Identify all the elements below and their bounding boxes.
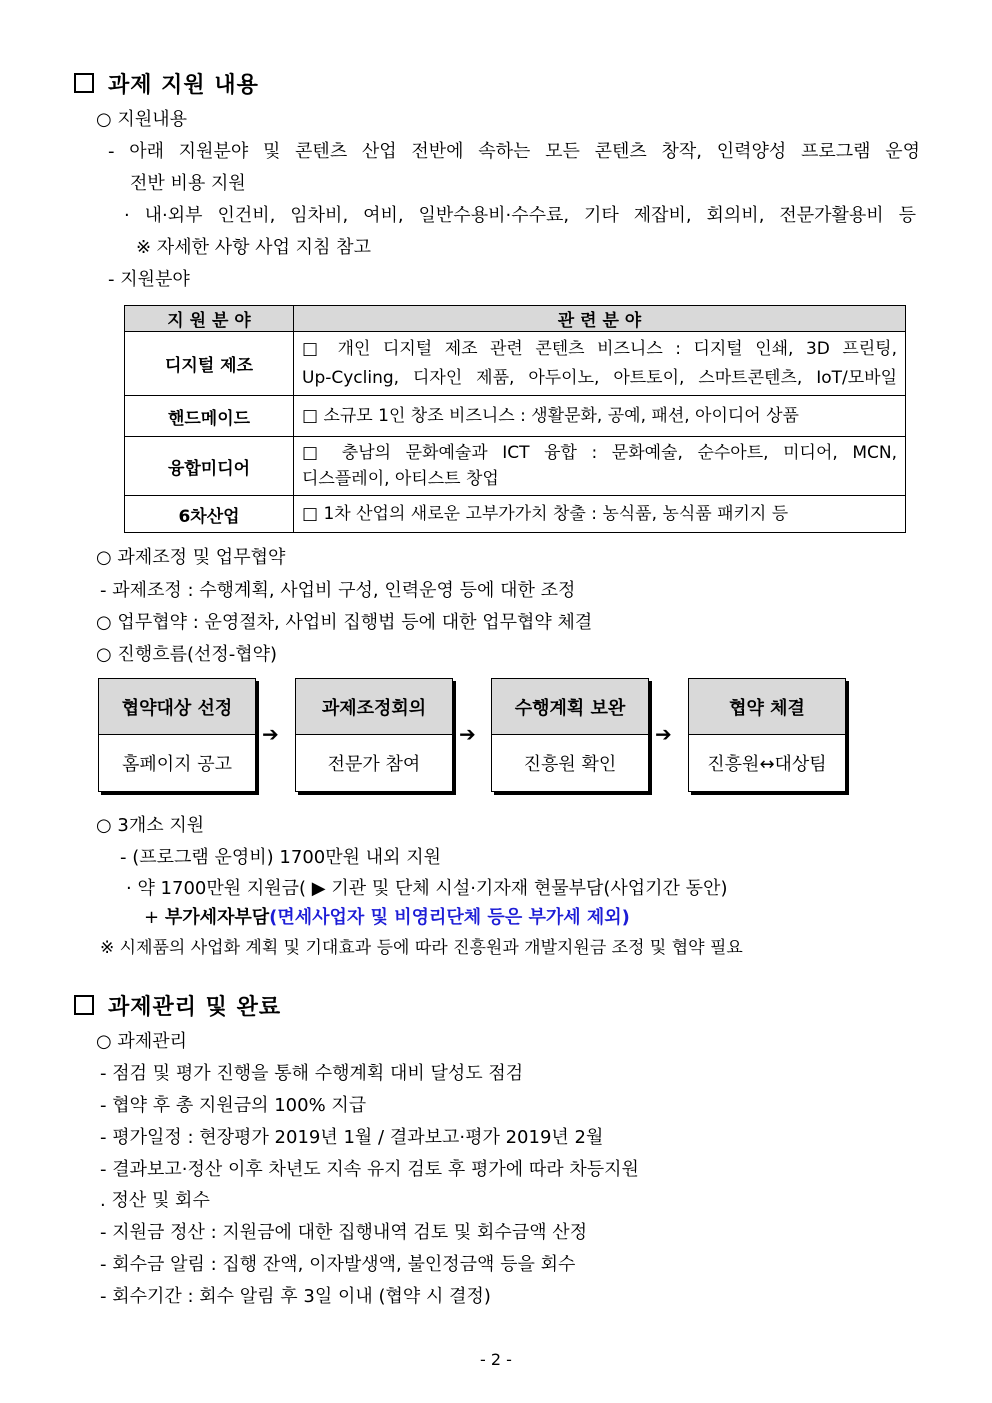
- program-cost: - (프로그램 운영비) 1700만원 내외 지원: [120, 847, 441, 868]
- related-line: 디스플레이, 아티스트 창업: [302, 469, 499, 489]
- list-item: - 평가일정 : 현장평가 2019년 1월 / 결과보고·평가 2019년 2월: [100, 1127, 604, 1148]
- related-line: □ 소규모 1인 창조 비즈니스 : 생활문화, 공예, 패션, 아이디어 상품: [302, 405, 799, 426]
- note-guidelines: ※ 자세한 사항 사업 지침 참고: [136, 237, 371, 258]
- section-title-support: 과제 지원 내용: [74, 68, 259, 99]
- support-content-line1: - 아래 지원분야 및 콘텐츠 산업 전반에 속하는 모든 콘텐츠 창작, 인력양성 프로그램 운영: [108, 141, 920, 162]
- related-line: □ 1차 산업의 새로운 고부가가치 창출 : 농식품, 농식품 패키지 등: [302, 503, 789, 524]
- list-item: - 협약 후 총 지원금의 100% 지급: [100, 1095, 367, 1116]
- support-field-table: [124, 305, 906, 533]
- list-item: - 회수금 알림 : 집행 잔액, 이자발생액, 불인정금액 등을 회수: [100, 1254, 576, 1275]
- field-fusion-media: 융합미디어: [125, 437, 294, 496]
- list-item: - 결과보고·정산 이후 차년도 지속 유지 검토 후 평가에 따라 차등지원: [100, 1159, 639, 1180]
- table-row: [125, 496, 906, 533]
- list-item: - 회수기간 : 회수 알림 후 3일 이내 (협약 시 결정): [100, 1286, 491, 1307]
- checkbox-square-icon: [74, 73, 94, 93]
- note-adjust: ※ 시제품의 사업화 계획 및 기대효과 등에 따라 진흥원과 개발지원금 조정 및 협약 필요: [100, 938, 743, 958]
- support-content-line2: 전반 비용 지원: [130, 173, 246, 194]
- flow-heading: ○ 진행흐름(선정-협약): [96, 644, 278, 665]
- header-field: 지 원 분 야: [125, 306, 294, 332]
- support3-heading: ○ 3개소 지원: [96, 815, 205, 836]
- table-row: [125, 437, 906, 496]
- vat-blue-note: (면세사업자 및 비영리단체 등은 부가세 제외): [269, 907, 630, 928]
- list-item: - 지원금 정산 : 지원금에 대한 집행내역 검토 및 회수금액 산정: [100, 1222, 588, 1243]
- arrow-right-icon: ➔: [262, 722, 279, 746]
- vat-line: + 부가세자부담(면세사업자 및 비영리단체 등은 부가세 제외): [144, 907, 630, 928]
- table-header-row: [125, 306, 906, 332]
- settle-heading: . 정산 및 회수: [100, 1190, 210, 1211]
- field-digital-manufacturing: 디지털 제조: [125, 332, 294, 396]
- coordination-heading: ○ 과제조정 및 업무협약: [96, 547, 286, 568]
- field-handmade: 핸드메이드: [125, 396, 294, 437]
- support-content-heading: ○ 지원내용: [96, 109, 187, 130]
- mgmt-heading: ○ 과제관리: [96, 1031, 187, 1052]
- arrow-right-icon: ➔: [655, 722, 672, 746]
- related-line: Up-Cycling, 디자인 제품, 아두이노, 아트토이, 스마트콘텐츠, IoT/모바일: [302, 367, 897, 388]
- related-line: □ 개인 디지털 제조 관련 콘텐츠 비즈니스 : 디지털 인쇄, 3D 프린팅,: [302, 338, 897, 359]
- header-related: 관 련 분 야: [294, 306, 906, 332]
- arrow-right-icon: ➔: [459, 722, 476, 746]
- grant-line: · 약 1700만원 지원금( ▶ 기관 및 단체 시설·기자재 현물부담(사업기간 동안): [126, 878, 728, 899]
- checkbox-square-icon: [74, 995, 94, 1015]
- support-field-heading: - 지원분야: [108, 269, 190, 290]
- page-number: - 2 -: [480, 1350, 512, 1369]
- flow-step-coordination: 과제조정회의 전문가 참여: [295, 678, 453, 792]
- list-item: - 점검 및 평가 진행을 통해 수행계획 대비 달성도 점검: [100, 1063, 524, 1084]
- flow-step-agreement: 협약 체결 진흥원↔대상팀: [688, 678, 846, 792]
- table-row: [125, 332, 906, 396]
- flow-step-selection: 협약대상 선정 홈페이지 공고: [98, 678, 256, 792]
- cost-items: · 내·외부 인건비, 임차비, 여비, 일반수용비·수수료, 기타 제잡비, 회의비, 전문가활용비 등: [124, 205, 916, 226]
- agreement-line: ○ 업무협약 : 운영절차, 사업비 집행법 등에 대한 업무협약 체결: [96, 612, 593, 633]
- section-title-management: 과제관리 및 완료: [74, 990, 281, 1021]
- vat-bold: 부가세자부담: [164, 907, 270, 928]
- flow-step-plan-supplement: 수행계획 보완 진흥원 확인: [491, 678, 649, 792]
- coordination-line: - 과제조정 : 수행계획, 사업비 구성, 인력운영 등에 대한 조정: [100, 580, 576, 601]
- field-6th-industry: 6차산업: [125, 496, 294, 533]
- related-line: □ 충남의 문화예술과 ICT 융합 : 문화예술, 순수아트, 미디어, MCN,: [302, 443, 897, 463]
- table-row: [125, 396, 906, 437]
